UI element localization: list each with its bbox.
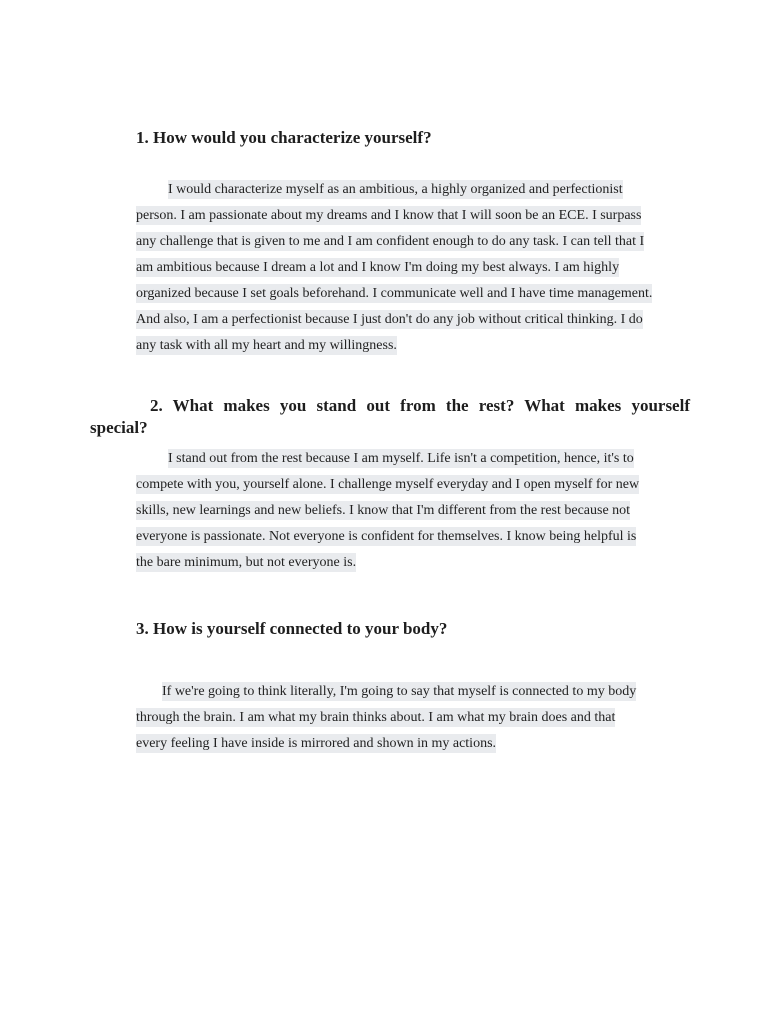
answer-2-line — [136, 498, 676, 524]
answer-2-line-text: the bare minimum, but not everyone is. — [136, 555, 357, 570]
answer-3-line-text: every feeling I have inside is mirrored and shown in my actions. — [136, 736, 497, 751]
answer-1-line-text: am ambitious because I dream a lot and I know I'm doing my best always. I am highly — [136, 260, 620, 275]
question-2-heading-line-1: 2. What makes you stand out from the rest? What makes yourself — [150, 396, 690, 415]
answer-1-line-text: person. I am passionate about my dreams and I know that I will soon be an ECE. I surpass — [136, 208, 642, 223]
answer-1-line-text: And also, I am a perfectionist because I just don't do any job without critical thinking. I do — [136, 312, 643, 327]
answer-3-paragraph — [136, 679, 676, 757]
answer-1-line — [136, 177, 676, 203]
answer-3-line — [136, 731, 676, 757]
answer-1-line — [136, 255, 676, 281]
answer-1-line — [136, 307, 676, 333]
answer-2-line — [136, 472, 676, 498]
answer-2-line — [136, 550, 676, 576]
answer-2-line — [136, 524, 676, 550]
answer-3-line — [136, 679, 676, 705]
answer-3-line — [136, 705, 676, 731]
answer-1-line-text: any challenge that is given to me and I am confident enough to do any task. I can tell that I — [136, 234, 645, 249]
answer-1-paragraph — [136, 177, 676, 359]
question-3-heading: 3. How is yourself connected to your body? — [136, 619, 448, 638]
answer-2-line-text: I stand out from the rest because I am myself. Life isn't a competition, hence, it's to — [168, 451, 634, 466]
answer-2-line — [136, 446, 676, 472]
question-1-heading: 1. How would you characterize yourself? — [136, 128, 432, 147]
answer-2-line-text: everyone is passionate. Not everyone is confident for themselves. I know being helpful is — [136, 529, 637, 544]
answer-1-line-text: organized because I set goals beforehand. I communicate well and I have time management. — [136, 286, 653, 301]
answer-1-line — [136, 333, 676, 359]
answer-1-line — [136, 229, 676, 255]
answer-2-paragraph — [136, 446, 676, 576]
answer-1-line-text: I would characterize myself as an ambitious, a highly organized and perfectionist — [168, 182, 623, 197]
answer-1-line — [136, 281, 676, 307]
answer-3-line-text: If we're going to think literally, I'm going to say that myself is connected to my body — [162, 684, 637, 699]
answer-2-line-text: skills, new learnings and new beliefs. I know that I'm different from the rest because not — [136, 503, 631, 518]
answer-1-line — [136, 203, 676, 229]
answer-1-line-text: any task with all my heart and my willingness. — [136, 338, 397, 353]
answer-3-line-text: through the brain. I am what my brain thinks about. I am what my brain does and that — [136, 710, 616, 725]
question-2-heading — [90, 395, 690, 439]
answer-2-line-text: compete with you, yourself alone. I challenge myself everyday and I open myself for new — [136, 477, 640, 492]
question-2-heading-line-2: special? — [90, 418, 148, 437]
